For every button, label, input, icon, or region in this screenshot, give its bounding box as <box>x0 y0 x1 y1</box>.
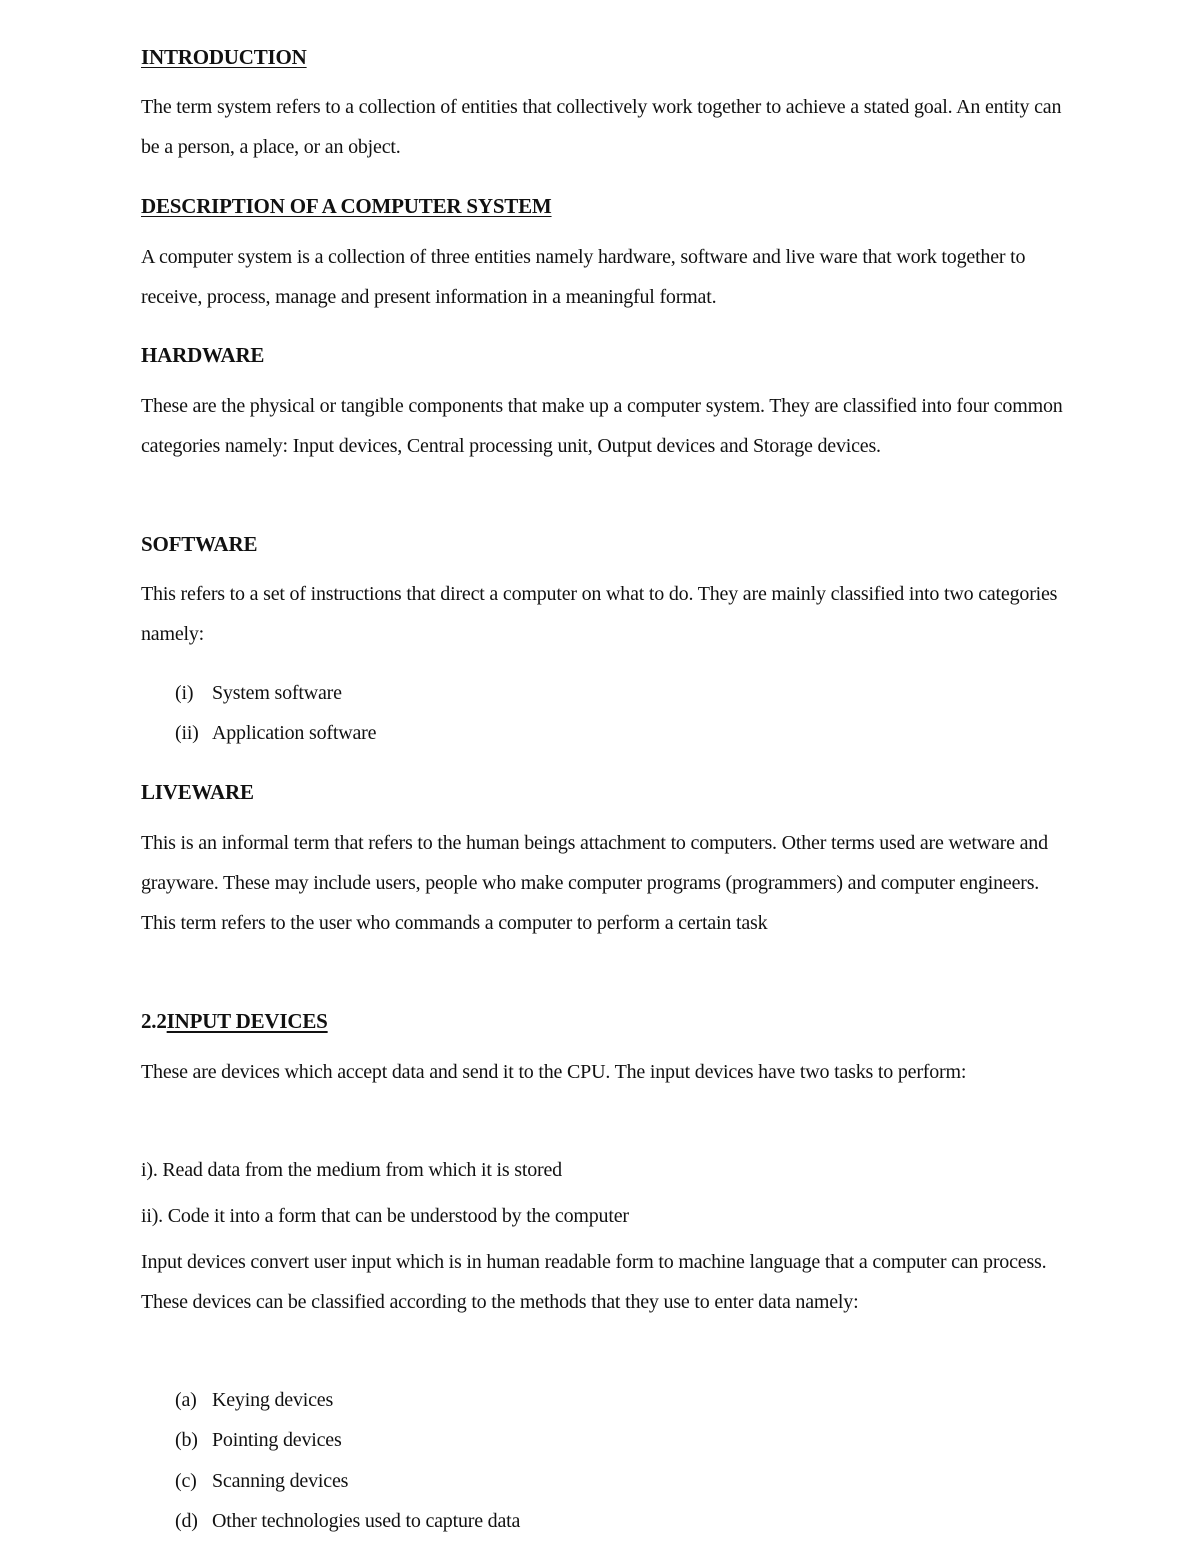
list-item-text: Other technologies used to capture data <box>212 1510 521 1532</box>
input-devices-paragraph: These are devices which accept data and send it to the CPU. The input devices have two tasks to perform: <box>141 1061 967 1083</box>
liveware-heading: LIVEWARE <box>141 780 254 804</box>
input-task-1: i). Read data from the medium from which it is stored <box>141 1159 562 1181</box>
list-marker: (d) <box>175 1510 198 1532</box>
input-devices-list-item <box>175 1386 333 1414</box>
list-item-text: System software <box>212 682 342 704</box>
computer-system-heading <box>141 191 552 221</box>
computer-system-paragraph: A computer system is a collection of three entities namely hardware, software and live ware that work together to receive, process, manage and present information in a meaningful format. <box>141 246 1026 308</box>
input-task-2: ii). Code it into a form that can be understood by the computer <box>141 1205 629 1227</box>
input-devices-list-item <box>175 1426 342 1454</box>
list-item-text: Keying devices <box>212 1389 334 1411</box>
list-marker: (a) <box>175 1389 197 1411</box>
software-paragraph: This refers to a set of instructions that direct a computer on what to do. They are mainly classified into two categories namely: <box>141 583 1058 645</box>
list-marker: (i) <box>175 682 194 704</box>
liveware-paragraph: This is an informal term that refers to the human beings attachment to computers. Other terms used are wetware and grayware. These may include users, people who make computer programs (programmers) and computer engineers. This term refers to the user who commands a computer to perform a certain task <box>141 832 1048 934</box>
software-heading: SOFTWARE <box>141 532 258 556</box>
input-devices-heading-number: 2.2 <box>141 1009 167 1033</box>
computer-system-heading-text: DESCRIPTION OF A COMPUTER SYSTEM <box>141 194 552 218</box>
list-item-text: Application software <box>212 722 377 744</box>
input-devices-heading <box>141 1006 328 1036</box>
introduction-heading <box>141 42 307 72</box>
list-item-text: Scanning devices <box>212 1470 349 1492</box>
introduction-heading-text: INTRODUCTION <box>141 45 307 69</box>
software-list-item <box>175 719 376 747</box>
hardware-heading: HARDWARE <box>141 343 265 367</box>
list-marker: (c) <box>175 1470 197 1492</box>
introduction-paragraph: The term system refers to a collection of entities that collectively work together to achieve a stated goal. An entity can be a person, a place, or an object. <box>141 96 1062 158</box>
hardware-paragraph: These are the physical or tangible components that make up a computer system. They are classified into four common categories namely: Input devices, Central processing unit, Output devices and Storage devices. <box>141 395 1063 457</box>
list-item-text: Pointing devices <box>212 1429 342 1451</box>
software-list-item <box>175 679 342 707</box>
list-marker: (b) <box>175 1429 198 1451</box>
input-devices-list-item <box>175 1507 520 1535</box>
list-marker: (ii) <box>175 722 199 744</box>
input-devices-heading-text: INPUT DEVICES <box>166 1009 328 1033</box>
input-devices-paragraph-2: Input devices convert user input which is in human readable form to machine language that a computer can process. These devices can be classified according to the methods that they use to enter data namely: <box>141 1251 1047 1313</box>
input-devices-list-item <box>175 1467 348 1495</box>
